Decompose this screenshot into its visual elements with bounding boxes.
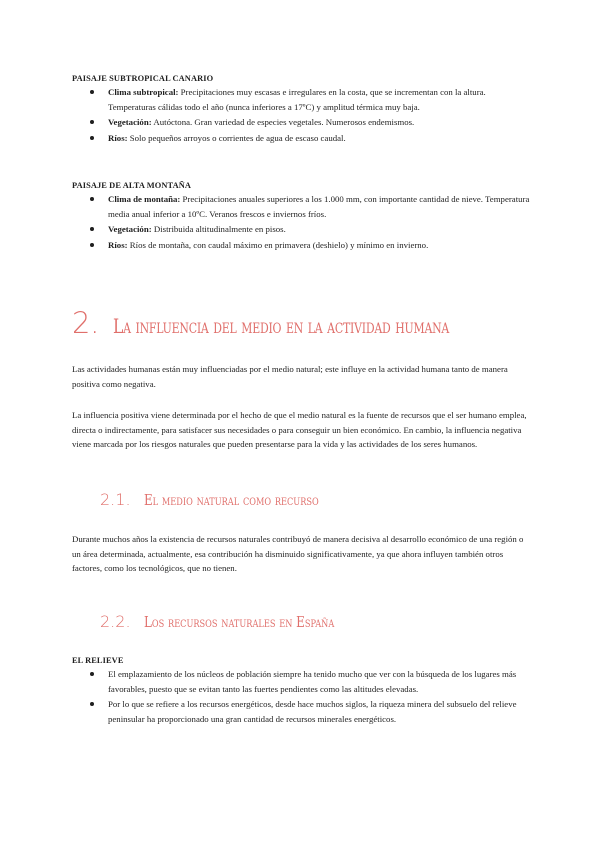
- list-item-term: Ríos:: [108, 132, 128, 143]
- heading-title: El medio natural como recurso: [144, 493, 319, 509]
- list-item-text: Solo pequeños arroyos o corrientes de agua de escaso caudal.: [127, 132, 346, 143]
- heading-2: [72, 306, 544, 340]
- heading-number: 2.2.: [100, 612, 131, 631]
- section-heading: PAISAJE DE ALTA MONTAÑA: [72, 181, 192, 190]
- bullet-icon: [90, 243, 94, 247]
- section-heading: EL RELIEVE: [72, 656, 124, 665]
- paragraph: [72, 362, 532, 391]
- list-item-text: Precipitaciones muy escasas e irregulares en la costa, que se incrementan con la altura. Temperaturas cálidas todo el año (nunca inferiores a 17ºC) y amplitud térmica muy baja.: [108, 87, 486, 112]
- paragraph-text: Las actividades humanas están muy influenciadas por el medio natural; este influye en la actividad humana tanto de manera positiva como negativa.: [72, 364, 508, 389]
- bullet-icon: [90, 120, 94, 124]
- list-item-term: Vegetación:: [108, 117, 152, 128]
- list-item: [72, 667, 532, 696]
- paragraph: [72, 408, 532, 452]
- list-item: [72, 697, 532, 726]
- list-item-term: Clima de montaña:: [108, 194, 181, 204]
- list-item: [72, 192, 532, 221]
- bullet-icon: [90, 90, 94, 94]
- heading-title: La influencia del medio en la actividad humana: [113, 314, 450, 338]
- list-item-text: Por lo que se refiere a los recursos energéticos, desde hace muchos siglos, la riqueza minera del subsuelo del relieve peninsular ha proporcionado una gran cantidad de recursos minerales energéticos.: [108, 699, 517, 724]
- bullet-icon: [90, 136, 94, 140]
- heading-number: 2.1.: [100, 490, 131, 509]
- bullet-icon: [90, 227, 94, 231]
- list-item: [72, 85, 532, 114]
- list-item-term: Clima subtropical:: [108, 87, 179, 97]
- list-item-text: Distribuida altitudinalmente en pisos.: [151, 224, 286, 235]
- section-relieve: [72, 655, 532, 727]
- list-item: [72, 222, 532, 237]
- heading-2-1: [100, 490, 357, 509]
- paragraph: [72, 532, 532, 576]
- list-item-term: Ríos:: [108, 239, 128, 250]
- list-item-term: Vegetación:: [108, 224, 152, 235]
- heading-number: 2.: [72, 306, 100, 340]
- paragraph-text: Durante muchos años la existencia de recursos naturales contribuyó de manera decisiva al desarrollo económico de una región o un área determinada, actualmente, esa contribución ha disminuido significativamente, ya que ahora influyen también otros factores, como los tecnológicos, que no tienen.: [72, 534, 524, 574]
- bullet-icon: [90, 197, 94, 201]
- list-item-text: Precipitaciones anuales superiores a los 1.000 mm, con importante cantidad de nieve. Temperatura media anual inferior a 10ºC. Veranos frescos e inviernos fríos.: [108, 194, 530, 219]
- list-item-text: El emplazamiento de los núcleos de población siempre ha tenido mucho que ver con la búsqueda de los lugares más favorables, puesto que se evitan tanto las fuertes pendientes como las altitudes elevadas.: [108, 669, 517, 694]
- list-item: [72, 115, 532, 130]
- list-item-text: Ríos de montaña, con caudal máximo en primavera (deshielo) y mínimo en invierno.: [127, 239, 429, 250]
- bullet-icon: [90, 702, 94, 706]
- section-montana: [72, 180, 532, 253]
- list-item: [72, 131, 532, 146]
- section-heading: PAISAJE SUBTROPICAL CANARIO: [72, 74, 214, 83]
- heading-title: Los recursos naturales en España: [144, 615, 335, 631]
- paragraph-text: La influencia positiva viene determinada por el hecho de que el medio natural es la fuente de recursos que el ser humano emplea, directa o indirectamente, para satisfacer sus necesidades o para conseguir un bien económico. En cambio, la influencia negativa viene marcada por los riesgos naturales que pueden presentarse para la vida y las actividades de los seres humanos.: [72, 410, 527, 450]
- list-item: [72, 238, 532, 253]
- bullet-list: [72, 85, 532, 145]
- bullet-list: [72, 667, 532, 726]
- bullet-list: [72, 192, 532, 252]
- section-subtropical: [72, 73, 532, 146]
- heading-2-2: [100, 612, 376, 631]
- list-item-text: Autóctona. Gran variedad de especies vegetales. Numerosos endemismos.: [151, 117, 415, 128]
- bullet-icon: [90, 672, 94, 676]
